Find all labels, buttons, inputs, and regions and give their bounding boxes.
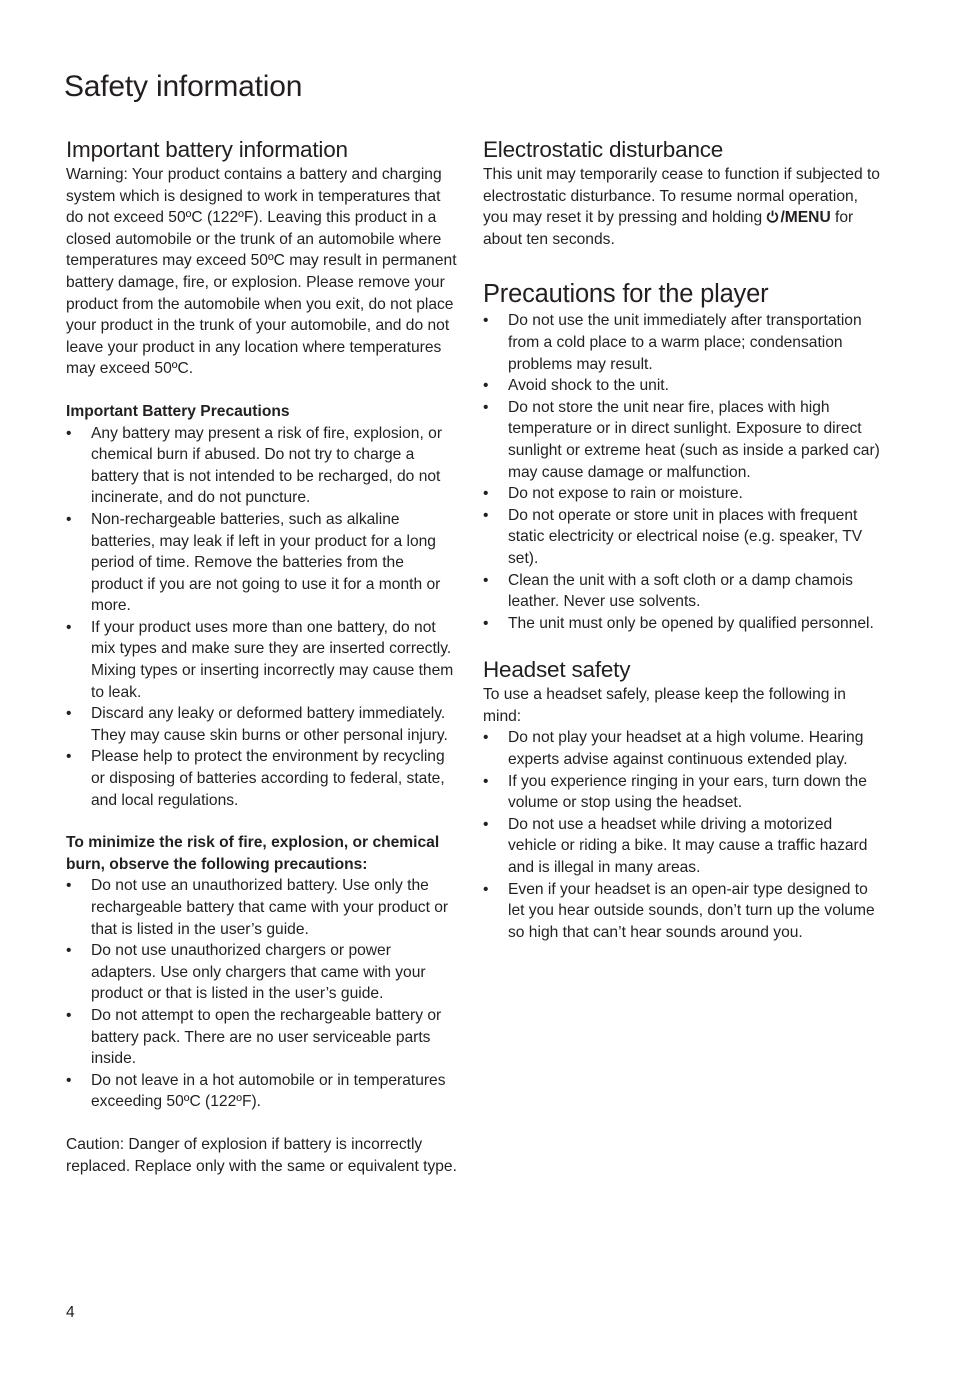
bullet-icon: • — [66, 705, 72, 723]
list-item-text: Clean the unit with a soft cloth or a damp chamois leather. Never use solvents. — [508, 571, 853, 611]
list-item — [483, 879, 881, 944]
bullet-icon: • — [483, 729, 489, 747]
list-item — [483, 375, 881, 397]
page-title: Safety information — [64, 70, 303, 103]
page-number: 4 — [66, 1304, 75, 1321]
electrostatic-text-before: This unit may temporarily cease to function if subjected to electrostatic disturbance. To resume normal operation, you may reset it by pressing and holding — [483, 166, 880, 227]
battery-warning: Warning: Your product contains a battery and charging system which is designed to work in temperatures that do not exceed 50ºC (122ºF). Leaving this product in a closed automobile or the trunk of an automobile where temperatures may exceed 50ºC may result in permanent battery damage, fire, or explosion. Please remove your product from the automobile when you exit, do not place your product in the trunk of your automobile, and do not leave your product in any location where temperatures may exceed 50ºC. — [66, 166, 457, 378]
list-item-text: Avoid shock to the unit. — [508, 377, 669, 395]
bullet-icon: • — [66, 1006, 72, 1024]
list-item — [66, 875, 458, 940]
list-item — [483, 310, 881, 375]
list-item-text: If your product uses more than one battery, do not mix types and make sure they are inserted correctly. Mixing types or inserting incorrectly may cause them to leak. — [91, 618, 454, 701]
bullet-icon: • — [66, 618, 72, 636]
list-item — [483, 397, 881, 483]
bullet-icon: • — [483, 571, 489, 589]
list-item-text: Do not use unauthorized chargers or power adapters. Use only chargers that came with your product or that is listed in the user’s guide. — [91, 942, 426, 1003]
list-item — [483, 814, 881, 879]
bullet-icon: • — [483, 506, 489, 524]
bullet-icon: • — [483, 377, 489, 395]
bullet-icon: • — [483, 614, 489, 632]
list-item-text: Do not attempt to open the rechargeable battery or battery pack. There are no user serviceable parts inside. — [91, 1006, 442, 1068]
list-item — [483, 570, 881, 613]
list-item-text: Discard any leaky or deformed battery immediately. They may cause skin burns or other personal injury. — [91, 705, 448, 744]
player-list — [483, 310, 881, 634]
list-item-text: Do not use an unauthorized battery. Use only the rechargeable battery that came with your product or that is listed in the user’s guide. — [91, 877, 449, 938]
list-item-text: Do not play your headset at a high volume. Hearing experts advise against continuous extended play. — [508, 729, 864, 769]
list-item-text: Do not use the unit immediately after transportation from a cold place to a warm place; condensation problems may result. — [508, 312, 862, 373]
list-item-text: Any battery may present a risk of fire, explosion, or chemical burn if abused. Do not try to charge a battery that is not intended to be recharged, do not incinerate, and do not puncture. — [91, 424, 443, 507]
bullet-icon: • — [483, 312, 489, 330]
list-item — [66, 423, 458, 509]
headset-intro: To use a headset safely, please keep the following in mind: — [483, 686, 846, 725]
list-item — [66, 940, 458, 1005]
list-item-text: Do not use a headset while driving a motorized vehicle or riding a bike. It may cause a traffic hazard and is illegal in many areas. — [508, 815, 868, 877]
list-item-text: Do not leave in a hot automobile or in temperatures exceeding 50ºC (122ºF). — [91, 1071, 446, 1111]
caution-text: Caution: Danger of explosion if battery is incorrectly replaced. Replace only with the same or equivalent type. — [66, 1135, 457, 1175]
bullet-icon: • — [66, 510, 72, 528]
menu-key-label: /MENU — [780, 209, 831, 227]
minimize-heading: To minimize the risk of fire, explosion, or chemical burn, observe the following precautions: — [66, 834, 440, 873]
list-item — [483, 483, 881, 505]
electrostatic-text-after: for about ten seconds. — [483, 209, 854, 248]
bullet-icon: • — [66, 942, 72, 960]
power-icon — [766, 210, 779, 223]
bullet-icon: • — [66, 748, 72, 766]
list-item — [66, 1005, 458, 1070]
electrostatic-text — [483, 164, 881, 250]
list-item — [66, 703, 458, 746]
list-item-text: Do not store the unit near fire, places with high temperature or in direct sunlight. Exposure to direct sunlight or extreme heat (such as inside a parked car) may cause damage or malfunction. — [508, 398, 880, 481]
electrostatic-heading: Electrostatic disturbance — [483, 137, 724, 162]
precautions-heading: Important Battery Precautions — [66, 402, 290, 420]
list-item — [66, 617, 458, 703]
right-column — [483, 136, 881, 943]
list-item — [66, 746, 458, 811]
bullet-icon: • — [66, 424, 72, 442]
list-item — [66, 1070, 458, 1113]
bullet-icon: • — [483, 485, 489, 503]
menu-key — [766, 209, 830, 226]
bullet-icon: • — [483, 815, 489, 833]
left-column — [66, 136, 458, 1177]
battery-heading: Important battery information — [66, 137, 348, 162]
player-heading: Precautions for the player — [483, 280, 769, 309]
list-item-text: Non-rechargeable batteries, such as alkaline batteries, may leak if left in your product for a long period of time. Remove the batteries from the product if you are not going to use it for a month or more. — [91, 510, 441, 615]
bullet-icon: • — [483, 772, 489, 790]
list-item — [483, 727, 881, 770]
list-item-text: Even if your headset is an open-air type designed to let you hear outside sounds, don’t turn up the volume so high that can’t hear sounds around you. — [508, 880, 875, 941]
bullet-icon: • — [66, 877, 72, 895]
list-item-text: If you experience ringing in your ears, turn down the volume or stop using the headset. — [508, 772, 867, 812]
bullet-icon: • — [66, 1071, 72, 1089]
headset-list — [483, 727, 881, 943]
list-item-text: Do not operate or store unit in places with frequent static electricity or electrical noise (e.g. speaker, TV set). — [508, 506, 863, 567]
list-item-text: Please help to protect the environment by recycling or disposing of batteries according to federal, state, and local regulations. — [91, 748, 445, 809]
bullet-icon: • — [483, 398, 489, 416]
list-item-text: The unit must only be opened by qualified personnel. — [508, 614, 874, 632]
list-item — [483, 613, 881, 635]
precautions-list — [66, 423, 458, 812]
list-item-text: Do not expose to rain or moisture. — [508, 485, 743, 503]
list-item — [483, 505, 881, 570]
list-item — [66, 509, 458, 617]
headset-heading: Headset safety — [483, 657, 631, 683]
bullet-icon: • — [483, 880, 489, 898]
list-item — [483, 771, 881, 814]
minimize-list — [66, 875, 458, 1113]
